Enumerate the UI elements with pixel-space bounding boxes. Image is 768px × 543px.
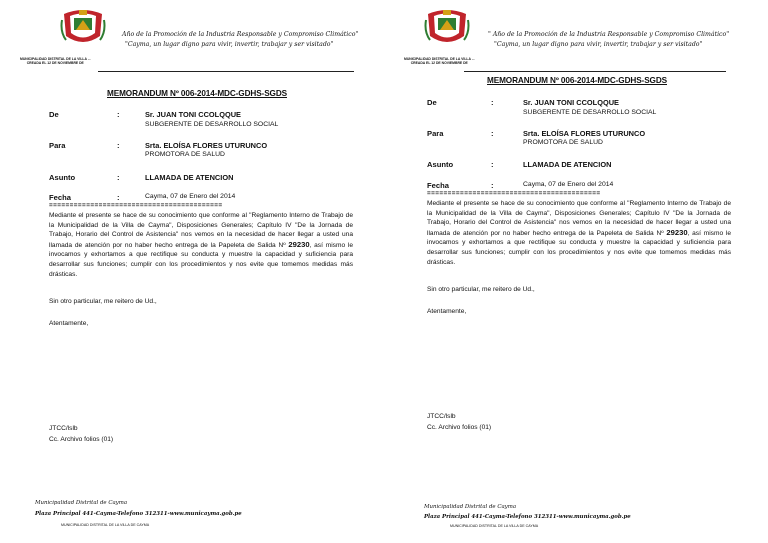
closing-salutation: Atentamente, (427, 308, 467, 315)
field-sub-para: PROMOTORA DE SALUD (145, 151, 225, 158)
field-sub-de: SUBGERENTE DE DESARROLLO SOCIAL (145, 121, 279, 128)
papeleta-number: 29230 (666, 227, 688, 237)
field-label-fecha: Fecha (427, 181, 449, 190)
footer-line-3: MUNICIPALIDAD DISTRITAL DE LA VILLA DE CAYMA (450, 524, 539, 528)
field-value-para: Srta. ELOÍSA FLORES UTURUNCO (523, 129, 646, 138)
field-colon: : (117, 193, 120, 202)
memo-body (49, 211, 353, 279)
field-label-asunto: Asunto (49, 173, 76, 182)
field-value-fecha: Cayma, 07 de Enero del 2014 (145, 193, 236, 200)
motto-line-2: "Cayma, un lugar digno para vivir, invertir, trabajar y ser visitado" (125, 41, 334, 48)
field-label-de: De (427, 98, 437, 107)
memo-title: MEMORANDUM Nº 006-2014-MDC-GDHS-SGDS (487, 76, 667, 85)
motto-line-1: " Año de la Promoción de la Industria Responsable y Compromiso Climático" (488, 31, 730, 38)
closing-line: Sin otro particular, me reitero de Ud., (427, 286, 535, 293)
motto-line-2: "Cayma, un lugar digno para vivir, invertir, trabajar y ser visitado" (494, 41, 703, 48)
closing-line: Sin otro particular, me reitero de Ud., (49, 298, 157, 305)
initials: JTCC/lslb (427, 413, 456, 420)
municipality-caption (404, 57, 475, 65)
footer-line-1: Municipalidad Distrital de Cayma (35, 500, 128, 506)
papeleta-number: 29230 (288, 239, 310, 249)
field-value-asunto: LLAMADA DE ATENCION (145, 173, 234, 182)
field-label-para: Para (49, 141, 66, 150)
field-value-fecha: Cayma, 07 de Enero del 2014 (523, 181, 614, 188)
closing-salutation: Atentamente, (49, 320, 89, 327)
field-value-asunto: LLAMADA DE ATENCION (523, 160, 612, 169)
field-label-para: Para (427, 129, 444, 138)
header-rule (98, 71, 354, 72)
caption-line-1: MUNICIPALIDAD DISTRITAL DE LA VILLA ... (404, 57, 475, 61)
body-part-1: Mediante el presente se hace de su conocimiento que conforme al "Reglamento Interno de Trabajo de la Municipalidad de la Villa de Cayma", Disposiciones Generales; Capítulo IV "De la Jornada de Trabajo, Horario del Control de Asistencia" nos vemos en la necesidad de hacer llegar a usted una llamada de atención por no haber hecho entrega de la Papeleta de Salida Nº (427, 200, 731, 237)
footer-line-2: Plaza Principal 441-Cayma-Telefono 312311-www.municayma.gob.pe (35, 511, 242, 517)
footer-line-1: Municipalidad Distrital de Cayma (424, 504, 517, 510)
motto-line-1: Año de la Promoción de la Industria Responsable y Compromiso Climático" (122, 31, 359, 38)
field-colon: : (491, 160, 494, 169)
initials: JTCC/lslb (49, 425, 78, 432)
municipality-logo (60, 6, 106, 48)
field-value-de: Sr. JUAN TONI CCOLQQUE (145, 110, 241, 119)
caption-line-2: CREADA EL 12 DE NOVIEMBRE DE (410, 61, 468, 65)
field-colon: : (491, 181, 494, 190)
memorandum-right (384, 0, 768, 543)
header-rule (464, 71, 726, 72)
caption-line-1: MUNICIPALIDAD DISTRITAL DE LA VILLA ... (20, 57, 91, 61)
field-colon: : (491, 129, 494, 138)
field-colon: : (491, 98, 494, 107)
field-label-fecha: Fecha (49, 193, 71, 202)
field-value-para: Srta. ELOÍSA FLORES UTURUNCO (145, 141, 268, 150)
field-colon: : (117, 173, 120, 182)
body-part-2: , así mismo le invocamos y exhortamos a que rectifique su conducta y muestre la capacidad y suficiencia para desarrollar sus funciones; cumplir con los procedimientos y nos evite que tomemos medidas más drásticas. (427, 229, 732, 266)
municipality-caption (20, 57, 91, 65)
field-sub-para: PROMOTORA DE SALUD (523, 139, 603, 146)
caption-line-2: CREADA EL 12 DE NOVIEMBRE DE (26, 61, 84, 65)
cc-archive: Cc. Archivo folios (01) (49, 436, 114, 443)
body-part-1: Mediante el presente se hace de su conocimiento que conforme al "Reglamento Interno de Trabajo de la Municipalidad de la Villa de Cayma", Disposiciones Generales; Capítulo IV "De la Jornada de Trabajo, Horario del Control de Asistencia" nos vemos en la necesidad de hacer llegar a usted una llamada de atención por no haber hecho entrega de la Papeleta de Salida Nº (49, 212, 353, 249)
memo-body (427, 199, 731, 267)
cc-archive: Cc. Archivo folios (01) (427, 424, 492, 431)
separator-line: ========================================== (427, 190, 601, 197)
field-colon: : (117, 141, 120, 150)
field-label-de: De (49, 110, 59, 119)
municipality-logo (424, 6, 470, 48)
footer-line-2: Plaza Principal 441-Cayma-Telefono 312311-www.municayma.gob.pe (424, 514, 631, 520)
memo-title: MEMORANDUM Nº 006-2014-MDC-GDHS-SGDS (107, 89, 287, 98)
separator-line: ========================================== (49, 202, 223, 209)
field-colon: : (117, 110, 120, 119)
field-sub-de: SUBGERENTE DE DESARROLLO SOCIAL (523, 109, 657, 116)
field-value-de: Sr. JUAN TONI CCOLQQUE (523, 98, 619, 107)
footer-line-3: MUNICIPALIDAD DISTRITAL DE LA VILLA DE CAYMA (61, 523, 150, 527)
body-part-2: , así mismo le invocamos y exhortamos a que rectifique su conducta y muestre la capacidad y suficiencia para desarrollar sus funciones; cumplir con los procedimientos y nos evite que tomemos medidas más drásticas. (49, 241, 354, 278)
field-label-asunto: Asunto (427, 160, 454, 169)
